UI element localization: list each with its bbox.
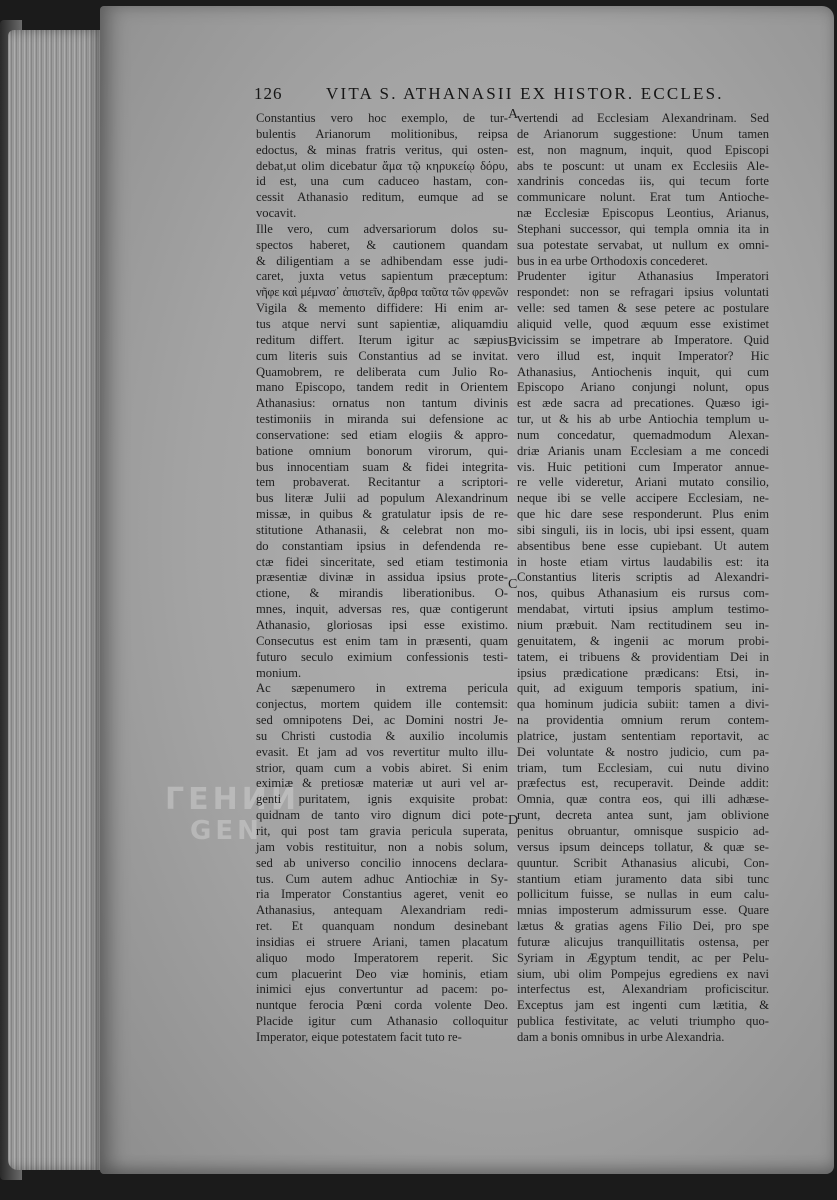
text-line: Stephani successor, qui templa omnia ita in — [517, 221, 769, 236]
text-line: triam, tum Ecclesiam, cui nutu divino — [517, 760, 769, 775]
text-line: Ille vero, cum adversariorum dolos su- — [256, 221, 508, 236]
text-line: sua potestate servabat, ut nullum ex omni- — [517, 237, 769, 252]
text-line: runt, decreta antea sunt, jam oblivione — [517, 808, 769, 823]
text-line: testimoniis in miranda sui defensione ac — [256, 412, 508, 427]
text-line: respondet: non se refragari ipsius voluntati — [517, 285, 769, 300]
text-line: nium præbuit. Nam rectitudinem seu in- — [517, 618, 769, 632]
text-line: Prudenter igitur Athanasius Imperatori — [517, 269, 769, 284]
text-line: debat,ut olim dicebatur ἅμα τῷ κηρυκείῳ δόρυ, — [256, 158, 508, 173]
text-line: vocavit. — [256, 206, 297, 221]
text-line: dam a bonis omnibus in urbe Alexandria. — [517, 1029, 725, 1044]
text-line: futuræ alicujus tranquillitatis ostensa, per — [517, 934, 769, 949]
text-line: abs te poscunt: ut unam ex Ecclesiis Ale- — [517, 158, 769, 173]
text-line: caret, juxta vetus sapientum præceptum: — [256, 269, 508, 284]
text-line: ipsius prædicatione prædicans: Etsi, in- — [517, 665, 769, 680]
text-line: Constantius literis scriptis ad Alexandri- — [517, 570, 769, 585]
text-line: Omnia, quæ contra eos, qui illi adhæse- — [517, 792, 769, 807]
text-line: Constantius vero hoc exemplo, de tur- — [256, 111, 508, 125]
text-line: publica festivitate, ac veluti triumpho quo- — [517, 1014, 769, 1029]
text-line: Placide igitur cum Athanasio colloquitur — [256, 1014, 508, 1029]
text-line: qua hominum judicia subiit: tamen a divi- — [517, 697, 769, 712]
text-line: quit, ad exiguum temporis spatium, ini- — [517, 681, 769, 696]
text-line: mano Episcopo, tandem redit in Orientem — [256, 380, 508, 395]
text-line: νῆφε καὶ μέμνασ᾽ ἀπιστεῖν, ἄρθρα ταῦτα τῶν φρενῶν — [256, 285, 508, 300]
text-line: tus. Cum autem adhuc Antiochiæ in Sy- — [256, 871, 508, 886]
margin-marker-d: D — [508, 813, 519, 828]
stamp-line-2: GEN — [190, 816, 263, 846]
text-line: Ac sæpenumero in extrema pericula — [256, 681, 508, 696]
text-line: strior, quam cum a vobis abiret. Si enim — [256, 760, 508, 775]
text-line: de Arianorum suggestione: Unum tamen — [517, 126, 769, 141]
text-line: aliquo modo Imperatorem reperit. Sic — [256, 950, 508, 965]
text-line: versus ipsum deinceps tollatur, & quæ se- — [517, 839, 769, 854]
page-number: 126 — [254, 84, 283, 103]
text-line: cum placuerint Deo viæ hominis, etiam — [256, 966, 508, 981]
text-line: penitus obruantur, omnisque suspicio ad- — [517, 823, 769, 838]
text-line: Exceptus jam est ingenti cum lætitia, & — [517, 998, 769, 1013]
text-line: ctione, & mirandis liberationibus. O- — [256, 586, 508, 601]
right-text-column — [517, 111, 769, 1046]
text-line: in hoste etiam virtus laudabilis est: ita — [517, 554, 769, 569]
text-line: evasit. Et jam ad vos revertitur multo illu- — [256, 744, 508, 759]
text-line: quidnam de tanto viro dignum dici pote- — [256, 808, 508, 823]
text-line: vero illud est, inquit Imperator? Hic — [517, 348, 769, 363]
text-line: nos, quibus Athanasium eis rursus com- — [517, 586, 769, 601]
text-line: batione omnium bonorum virorum, qui- — [256, 443, 508, 458]
text-line: præsentiæ divinæ in assidua ipsius prote- — [256, 570, 508, 585]
stamp-line-1: ГЕНИЙ — [165, 782, 300, 817]
text-line: est, non magnum, inquit, quod Episcopi — [517, 142, 769, 157]
text-line: conservatione: sed etiam elogiis & appro- — [256, 427, 508, 442]
text-line: missæ, in quibus & gratulatur ipsis de re- — [256, 507, 508, 522]
text-line: inimici ejus convertuntur ad pacem: po- — [256, 982, 508, 997]
text-line: sibi singuli, iis in locis, ubi ipsi essent, quam — [517, 522, 769, 537]
text-line: Syriam in Ægyptum tendit, ac per Pelu- — [517, 950, 769, 965]
text-line: stantium etiam juramento data sibi tunc — [517, 871, 769, 886]
text-line: Vigila & memento diffidere: Hi enim ar- — [256, 301, 508, 316]
text-line: ret. Et quanquam nondum desinebant — [256, 919, 508, 934]
left-text-column — [256, 111, 508, 1046]
text-line: pollicitum fuisse, se nullas in eum calu- — [517, 887, 769, 902]
text-line: conjectus, mortem quidem ille contemsit: — [256, 697, 508, 712]
text-line: Athanasius: ornatus non tantum divinis — [256, 396, 508, 411]
text-line: quuntur. Scribit Athanasius alicubi, Con- — [517, 855, 769, 870]
text-line: bus innocentiam suam & fidei integrita- — [256, 459, 508, 474]
text-line: velle: sed tamen & sese petere ac postulare — [517, 301, 769, 316]
text-line: mnes, inquit, adversas res, quæ contigerunt — [256, 602, 508, 617]
text-line: ria Imperator Constantius ageret, venit eo — [256, 887, 508, 902]
text-line: tatem, ei tribuens & providentiam Dei in — [517, 649, 769, 664]
text-line: reditum differt. Iterum igitur ac sæpius — [256, 332, 508, 347]
text-line: xandrinis concedas iis, qui tecum forte — [517, 174, 769, 189]
text-line: Imperator, eique potestatem facit tuto re- — [256, 1029, 462, 1044]
text-line: que hic dare sese responderunt. Plus enim — [517, 507, 769, 522]
text-line: bulentis Arianorum molitionibus, reipsa — [256, 126, 508, 141]
text-line: lætus & gratias agens Filio Dei, pro spe — [517, 919, 769, 934]
text-line: næ Ecclesiæ Episcopus Leontius, Arianus, — [517, 206, 769, 221]
text-line: sium, ubi olim Pompejus egrediens ex navi — [517, 966, 769, 981]
text-line: tur, ut & his ab urbe Antiochia templum u- — [517, 412, 769, 427]
text-line: absentibus bene esse cupiebant. Ut autem — [517, 538, 769, 553]
running-title: VITA S. ATHANASII EX HISTOR. ECCLES. — [326, 84, 724, 103]
text-line: Athanasius, antequam Alexandriam redi- — [256, 903, 508, 918]
margin-marker-c: C — [508, 577, 518, 592]
page-edges — [8, 30, 104, 1170]
text-line: tus atque nervi sunt sapientiæ, aliquamdiu — [256, 316, 508, 331]
text-line: insidias ei struere Ariani, tamen placatum — [256, 934, 508, 949]
text-line: aliquid velle, quod æquum esse existimet — [517, 316, 769, 331]
text-line: Quamobrem, re deliberata cum Julio Ro- — [256, 364, 508, 379]
text-line: interfectus est, Alexandriam proficiscitur. — [517, 982, 769, 997]
text-line: Consecutus est enim tam in præsenti, quam — [256, 633, 508, 648]
text-line: do constantiam ipsius in defendenda re- — [256, 538, 508, 553]
text-line: neque ibi se velle accipere Ecclesiam, ne- — [517, 491, 769, 506]
text-line: bus in ea urbe Orthodoxis concederet. — [517, 253, 708, 268]
text-line: & diligentiam a se adhibendam esse judi- — [256, 253, 508, 268]
text-line: communicare nolunt. Erat tum Antioche- — [517, 190, 769, 205]
text-line: rit, qui post tam gravia pericula superata, — [256, 823, 508, 838]
text-line: jam vobis restituitur, non a nobis solum, — [256, 839, 508, 854]
text-line: num concedatur, quemadmodum Alexan- — [517, 427, 769, 442]
text-line: su Christi custodia & auxilio incolumis — [256, 728, 508, 743]
text-line: genti puritatem, ignis exquisite probat: — [256, 792, 508, 807]
text-line: ctæ fidei sinceritate, sed etiam testimonia — [256, 554, 508, 569]
text-line: stitutione Athanasii, & celebrat non mo- — [256, 522, 508, 537]
text-line: spectos haberet, & cautionem quandam — [256, 237, 508, 252]
text-line: platrice, justam sententiam reportavit, ac — [517, 728, 769, 743]
text-line: edoctus, & minas fratris veritus, qui osten- — [256, 142, 508, 157]
text-line: sed ab universo concilio innocens declara- — [256, 855, 508, 870]
text-line: futuro seculo eximium confessionis testi- — [256, 649, 508, 664]
text-line: mnias imposterum admissurum esse. Quare — [517, 903, 769, 918]
text-line: nuntque ferocia Pœni corda volente Deo. — [256, 998, 508, 1013]
text-line: vis. Huic petitioni cum Imperator annue- — [517, 459, 769, 474]
text-line: eximiæ & pretiosæ materiæ ut auri vel ar- — [256, 776, 508, 791]
text-line: cessit Athanasio reditum, eumque ad se — [256, 190, 508, 205]
text-line: sed omnipotens Dei, ac Domini nostri Je- — [256, 713, 508, 728]
text-line: tem probaverat. Recitantur a scriptori- — [256, 475, 508, 490]
text-line: monium. — [256, 665, 302, 680]
text-line: re velle videretur, Ariani mutato consilio, — [517, 475, 769, 490]
text-line: Athanasius, Antiochenis inquit, qui cum — [517, 364, 769, 379]
running-header — [254, 84, 754, 108]
text-line: bus literæ Julii ad populum Alexandrinum — [256, 491, 508, 506]
text-line: Athanasio, gloriosas ipsi esse existimo. — [256, 618, 508, 632]
text-line: vertendi ad Ecclesiam Alexandrinam. Sed — [517, 111, 769, 125]
text-line: Dei voluntate & nostro judicio, cum pa- — [517, 744, 769, 759]
text-line: vicissim se impetrare ab Imperatore. Quid — [517, 332, 769, 347]
text-line: genuitatem, & ingenii ac morum probi- — [517, 633, 769, 648]
text-line: mendabat, virtuti ipsius amplum testimo- — [517, 602, 769, 617]
text-line: cum literis suis Constantius ad se invitat. — [256, 348, 508, 363]
margin-marker-b: B — [508, 335, 518, 350]
margin-marker-a: A — [508, 107, 519, 122]
text-line: id est, una cum caduceo hastam, con- — [256, 174, 508, 189]
text-line: driæ Arianis unam Ecclesiam a me concedi — [517, 443, 769, 458]
text-line: na providentia omnium rerum contem- — [517, 713, 769, 728]
text-line: Episcopo Ariano conjungi nolunt, opus — [517, 380, 769, 395]
text-line: præfectus est, recuperavit. Deinde addit: — [517, 776, 769, 791]
text-line: est æde sacra ad precationes. Quæso igi- — [517, 396, 769, 411]
